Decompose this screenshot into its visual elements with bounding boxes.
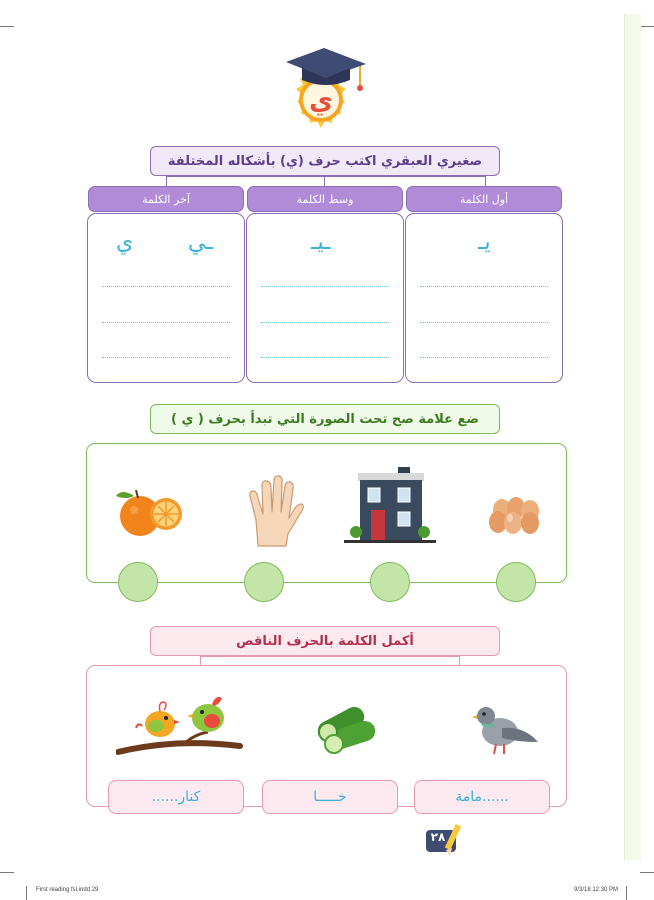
- answer-circle-orange[interactable]: [118, 562, 158, 602]
- eggs-picture: [486, 496, 544, 536]
- letter-form-medial: ـيـ: [311, 230, 331, 255]
- column-end-box: [87, 213, 245, 383]
- writing-line[interactable]: [102, 286, 230, 287]
- crop-mark: [0, 26, 14, 27]
- crop-mark: [640, 872, 654, 873]
- writing-line[interactable]: [261, 322, 389, 323]
- column-middle-box: [246, 213, 404, 383]
- writing-line[interactable]: [261, 357, 389, 358]
- section2-title: ضع علامة صح تحت الصورة التي تبدأ بحرف ( ي ): [150, 404, 500, 434]
- writing-line[interactable]: [102, 322, 230, 323]
- word-pill-pigeon[interactable]: ......مامة: [414, 780, 550, 814]
- letter-form-isolated: ي: [116, 230, 134, 255]
- page-edge-strip: [624, 14, 641, 860]
- writing-line[interactable]: [420, 322, 548, 323]
- footer-file: First reading fsl.indd 29: [36, 887, 99, 893]
- footer-date: 9/3/18 12:30 PM: [574, 887, 619, 893]
- birds-picture: [116, 688, 246, 758]
- column-label-start: أول الكلمة: [406, 186, 562, 212]
- badge-letter: ي: [309, 86, 333, 116]
- section1-title: صغيري العبقري اكتب حرف (ي) بأشكاله المختلفة: [150, 146, 500, 176]
- column-label-middle: وسط الكلمة: [247, 186, 403, 212]
- writing-line[interactable]: [102, 357, 230, 358]
- column-label-end: آخر الكلمة: [88, 186, 244, 212]
- letter-form-final: ـي: [188, 230, 213, 255]
- crop-mark: [26, 886, 27, 900]
- cucumbers-picture: [312, 700, 378, 756]
- word-pill-canary[interactable]: كنار......: [108, 780, 244, 814]
- answer-circle-eggs[interactable]: [496, 562, 536, 602]
- building-picture: [344, 466, 436, 546]
- writing-line[interactable]: [261, 286, 389, 287]
- answer-circle-building[interactable]: [370, 562, 410, 602]
- letter-form-initial: يـ: [478, 230, 491, 255]
- page-number: ٢٨: [430, 830, 446, 844]
- writing-line[interactable]: [420, 286, 548, 287]
- section1-connector-stem: [324, 176, 325, 186]
- column-start-box: [405, 213, 563, 383]
- crop-mark: [640, 26, 654, 27]
- section3-title: أكمل الكلمة بالحرف الناقص: [150, 626, 500, 656]
- orange-picture: [112, 486, 188, 538]
- pigeon-picture: [472, 698, 542, 758]
- crop-mark: [0, 872, 14, 873]
- answer-circle-hand[interactable]: [244, 562, 284, 602]
- hand-picture: [244, 474, 304, 550]
- crop-mark: [626, 886, 627, 900]
- word-pill-cucumber[interactable]: خـــــا: [262, 780, 398, 814]
- writing-line[interactable]: [420, 357, 548, 358]
